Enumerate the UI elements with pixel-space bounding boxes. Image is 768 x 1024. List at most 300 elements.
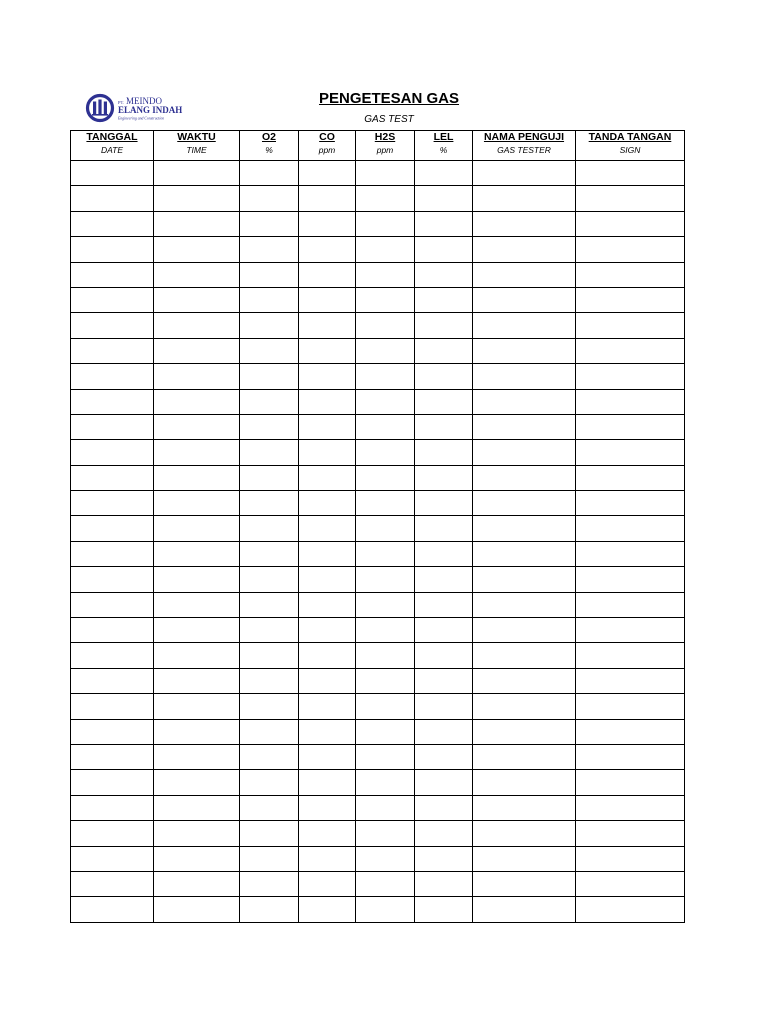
table-cell[interactable] <box>154 237 240 262</box>
table-cell[interactable] <box>473 719 576 744</box>
table-cell[interactable] <box>576 541 685 566</box>
table-cell[interactable] <box>576 516 685 541</box>
table-cell[interactable] <box>240 161 299 186</box>
table-cell[interactable] <box>415 541 473 566</box>
table-cell[interactable] <box>299 414 356 439</box>
table-cell[interactable] <box>71 795 154 820</box>
table-cell[interactable] <box>576 871 685 896</box>
table-cell[interactable] <box>576 211 685 236</box>
table-cell[interactable] <box>299 871 356 896</box>
table-cell[interactable] <box>415 262 473 287</box>
table-cell[interactable] <box>71 414 154 439</box>
table-cell[interactable] <box>473 643 576 668</box>
table-cell[interactable] <box>415 440 473 465</box>
table-cell[interactable] <box>415 694 473 719</box>
table-cell[interactable] <box>240 516 299 541</box>
column-header-sublabel: DATE <box>100 145 124 155</box>
table-row <box>71 871 685 896</box>
table-cell[interactable] <box>415 871 473 896</box>
table-cell[interactable] <box>576 770 685 795</box>
table-cell[interactable] <box>71 871 154 896</box>
table-row <box>71 744 685 769</box>
table-cell[interactable] <box>240 744 299 769</box>
table-cell[interactable] <box>240 541 299 566</box>
gas-test-table <box>70 130 685 923</box>
table-cell[interactable] <box>71 897 154 922</box>
column-header <box>356 131 415 161</box>
table-cell[interactable] <box>415 465 473 490</box>
table-cell[interactable] <box>473 186 576 211</box>
table-cell[interactable] <box>240 364 299 389</box>
table-cell[interactable] <box>71 364 154 389</box>
table-cell[interactable] <box>473 262 576 287</box>
table-cell[interactable] <box>240 719 299 744</box>
table-cell[interactable] <box>356 186 415 211</box>
table-row <box>71 795 685 820</box>
table-cell[interactable] <box>576 338 685 363</box>
table-cell[interactable] <box>415 795 473 820</box>
column-header <box>71 131 154 161</box>
column-header <box>154 131 240 161</box>
table-cell[interactable] <box>71 618 154 643</box>
table-cell[interactable] <box>415 389 473 414</box>
table-cell[interactable] <box>356 668 415 693</box>
table-cell[interactable] <box>415 744 473 769</box>
table-cell[interactable] <box>356 440 415 465</box>
table-cell[interactable] <box>71 821 154 846</box>
table-cell[interactable] <box>240 287 299 312</box>
table-cell[interactable] <box>240 795 299 820</box>
table-cell[interactable] <box>240 668 299 693</box>
table-cell[interactable] <box>71 440 154 465</box>
table-cell[interactable] <box>299 897 356 922</box>
table-row <box>71 643 685 668</box>
table-cell[interactable] <box>299 643 356 668</box>
table-cell[interactable] <box>473 364 576 389</box>
table-cell[interactable] <box>240 592 299 617</box>
form-title: PENGETESAN GAS <box>318 90 460 107</box>
table-row <box>71 491 685 516</box>
table-cell[interactable] <box>154 491 240 516</box>
table-cell[interactable] <box>576 897 685 922</box>
table-cell[interactable] <box>356 516 415 541</box>
table-cell[interactable] <box>71 491 154 516</box>
column-header-label: O2 <box>261 131 276 143</box>
table-cell[interactable] <box>154 262 240 287</box>
column-header-label: LEL <box>433 131 454 143</box>
table-cell[interactable] <box>240 414 299 439</box>
column-header <box>415 131 473 161</box>
table-cell[interactable] <box>240 338 299 363</box>
table-cell[interactable] <box>415 287 473 312</box>
table-cell[interactable] <box>415 668 473 693</box>
table-cell[interactable] <box>154 389 240 414</box>
table-row <box>71 414 685 439</box>
table-cell[interactable] <box>473 287 576 312</box>
table-cell[interactable] <box>154 161 240 186</box>
table-cell[interactable] <box>356 897 415 922</box>
table-cell[interactable] <box>473 694 576 719</box>
table-cell[interactable] <box>415 211 473 236</box>
table-cell[interactable] <box>71 211 154 236</box>
table-cell[interactable] <box>299 541 356 566</box>
table-cell[interactable] <box>576 821 685 846</box>
table-cell[interactable] <box>299 592 356 617</box>
table-cell[interactable] <box>71 846 154 871</box>
table-cell[interactable] <box>473 541 576 566</box>
column-header-sublabel: ppm <box>318 145 336 155</box>
table-row <box>71 516 685 541</box>
table-row <box>71 338 685 363</box>
table-row <box>71 237 685 262</box>
table-cell[interactable] <box>576 262 685 287</box>
table-cell[interactable] <box>154 897 240 922</box>
table-cell[interactable] <box>576 567 685 592</box>
table-cell[interactable] <box>299 389 356 414</box>
svg-text:Engineering and Construction: Engineering and Construction <box>118 116 165 121</box>
table-cell[interactable] <box>71 668 154 693</box>
table-cell[interactable] <box>299 440 356 465</box>
table-cell[interactable] <box>356 846 415 871</box>
table-cell[interactable] <box>71 516 154 541</box>
table-cell[interactable] <box>473 440 576 465</box>
table-cell[interactable] <box>299 186 356 211</box>
table-cell[interactable] <box>240 618 299 643</box>
table-cell[interactable] <box>154 821 240 846</box>
table-cell[interactable] <box>415 364 473 389</box>
table-cell[interactable] <box>356 414 415 439</box>
table-cell[interactable] <box>576 744 685 769</box>
table-cell[interactable] <box>299 516 356 541</box>
table-cell[interactable] <box>415 237 473 262</box>
table-cell[interactable] <box>154 516 240 541</box>
table-row <box>71 719 685 744</box>
table-cell[interactable] <box>473 770 576 795</box>
table-cell[interactable] <box>154 744 240 769</box>
table-cell[interactable] <box>415 186 473 211</box>
table-cell[interactable] <box>415 618 473 643</box>
table-cell[interactable] <box>299 364 356 389</box>
table-cell[interactable] <box>154 287 240 312</box>
table-cell[interactable] <box>299 262 356 287</box>
table-cell[interactable] <box>71 465 154 490</box>
table-cell[interactable] <box>576 287 685 312</box>
table-cell[interactable] <box>473 491 576 516</box>
table-row <box>71 161 685 186</box>
table-cell[interactable] <box>299 618 356 643</box>
table-row <box>71 186 685 211</box>
table-cell[interactable] <box>299 465 356 490</box>
table-cell[interactable] <box>71 719 154 744</box>
table-cell[interactable] <box>71 186 154 211</box>
table-cell[interactable] <box>240 821 299 846</box>
table-row <box>71 567 685 592</box>
svg-text:MEINDO: MEINDO <box>126 96 162 106</box>
table-cell[interactable] <box>71 161 154 186</box>
table-cell[interactable] <box>240 465 299 490</box>
table-cell[interactable] <box>473 338 576 363</box>
table-cell[interactable] <box>356 211 415 236</box>
table-cell[interactable] <box>356 161 415 186</box>
table-cell[interactable] <box>576 643 685 668</box>
table-row <box>71 897 685 922</box>
table-row <box>71 668 685 693</box>
column-header-label: TANDA TANGAN <box>588 131 672 143</box>
table-cell[interactable] <box>299 846 356 871</box>
table-cell[interactable] <box>473 516 576 541</box>
table-cell[interactable] <box>415 643 473 668</box>
table-row <box>71 211 685 236</box>
column-header <box>240 131 299 161</box>
table-cell[interactable] <box>473 846 576 871</box>
table-cell[interactable] <box>154 694 240 719</box>
table-cell[interactable] <box>473 567 576 592</box>
table-cell[interactable] <box>154 643 240 668</box>
table-cell[interactable] <box>356 465 415 490</box>
table-cell[interactable] <box>71 592 154 617</box>
table-cell[interactable] <box>415 313 473 338</box>
table-cell[interactable] <box>356 744 415 769</box>
table-cell[interactable] <box>154 618 240 643</box>
table-cell[interactable] <box>154 313 240 338</box>
table-cell[interactable] <box>356 364 415 389</box>
table-cell[interactable] <box>71 744 154 769</box>
table-cell[interactable] <box>154 871 240 896</box>
column-header-label: NAMA PENGUJI <box>483 131 565 143</box>
table-cell[interactable] <box>473 237 576 262</box>
table-cell[interactable] <box>71 567 154 592</box>
table-cell[interactable] <box>240 211 299 236</box>
table-cell[interactable] <box>154 186 240 211</box>
table-row <box>71 694 685 719</box>
table-cell[interactable] <box>71 262 154 287</box>
table-cell[interactable] <box>576 592 685 617</box>
table-row <box>71 541 685 566</box>
column-header-label: WAKTU <box>177 131 216 143</box>
column-header-sublabel: % <box>265 145 273 155</box>
column-header-sublabel: TIME <box>186 145 207 155</box>
table-cell[interactable] <box>240 871 299 896</box>
table-row <box>71 618 685 643</box>
table-cell[interactable] <box>299 694 356 719</box>
table-cell[interactable] <box>576 618 685 643</box>
table-cell[interactable] <box>473 618 576 643</box>
table-cell[interactable] <box>154 567 240 592</box>
table-cell[interactable] <box>154 592 240 617</box>
table-cell[interactable] <box>415 516 473 541</box>
table-cell[interactable] <box>154 414 240 439</box>
svg-text:PT.: PT. <box>118 100 125 105</box>
table-cell[interactable] <box>154 668 240 693</box>
table-cell[interactable] <box>415 567 473 592</box>
table-cell[interactable] <box>71 287 154 312</box>
table-cell[interactable] <box>356 592 415 617</box>
column-header-label: TANGGAL <box>86 131 138 143</box>
table-cell[interactable] <box>415 719 473 744</box>
column-header <box>473 131 576 161</box>
table-cell[interactable] <box>299 795 356 820</box>
table-cell[interactable] <box>576 313 685 338</box>
table-cell[interactable] <box>299 287 356 312</box>
table-cell[interactable] <box>299 237 356 262</box>
table-cell[interactable] <box>415 846 473 871</box>
table-cell[interactable] <box>576 719 685 744</box>
table-row <box>71 465 685 490</box>
table-cell[interactable] <box>356 287 415 312</box>
table-cell[interactable] <box>473 465 576 490</box>
column-header-label: CO <box>319 131 335 143</box>
table-cell[interactable] <box>415 821 473 846</box>
table-cell[interactable] <box>356 618 415 643</box>
table-cell[interactable] <box>473 871 576 896</box>
table-cell[interactable] <box>299 491 356 516</box>
table-cell[interactable] <box>576 491 685 516</box>
table-cell[interactable] <box>71 643 154 668</box>
table-header-row <box>71 131 685 161</box>
table-cell[interactable] <box>576 237 685 262</box>
table-cell[interactable] <box>154 338 240 363</box>
table-row <box>71 821 685 846</box>
table-cell[interactable] <box>473 744 576 769</box>
table-cell[interactable] <box>154 541 240 566</box>
table-cell[interactable] <box>576 846 685 871</box>
table-cell[interactable] <box>473 795 576 820</box>
table-cell[interactable] <box>356 389 415 414</box>
table-cell[interactable] <box>71 541 154 566</box>
table-cell[interactable] <box>473 389 576 414</box>
table-cell[interactable] <box>299 744 356 769</box>
table-cell[interactable] <box>356 719 415 744</box>
table-cell[interactable] <box>240 389 299 414</box>
form-subtitle: GAS TEST <box>364 114 414 125</box>
table-cell[interactable] <box>356 491 415 516</box>
table-cell[interactable] <box>473 897 576 922</box>
table-cell[interactable] <box>299 668 356 693</box>
table-cell[interactable] <box>71 770 154 795</box>
table-cell[interactable] <box>154 846 240 871</box>
table-row <box>71 592 685 617</box>
table-cell[interactable] <box>576 668 685 693</box>
table-row <box>71 313 685 338</box>
svg-text:ELANG INDAH: ELANG INDAH <box>118 105 183 115</box>
table-cell[interactable] <box>356 541 415 566</box>
table-cell[interactable] <box>473 821 576 846</box>
table-cell[interactable] <box>415 491 473 516</box>
table-cell[interactable] <box>356 770 415 795</box>
table-cell[interactable] <box>154 795 240 820</box>
table-cell[interactable] <box>240 567 299 592</box>
column-header-sublabel: GAS TESTER <box>497 145 551 155</box>
table-cell[interactable] <box>154 465 240 490</box>
table-cell[interactable] <box>473 668 576 693</box>
table-cell[interactable] <box>415 338 473 363</box>
table-row <box>71 364 685 389</box>
table-cell[interactable] <box>154 364 240 389</box>
table-cell[interactable] <box>415 770 473 795</box>
table-cell[interactable] <box>576 795 685 820</box>
table-cell[interactable] <box>576 186 685 211</box>
table-cell[interactable] <box>71 338 154 363</box>
table-cell[interactable] <box>576 414 685 439</box>
table-cell[interactable] <box>576 440 685 465</box>
table-cell[interactable] <box>473 414 576 439</box>
column-header-label: H2S <box>374 131 396 143</box>
table-cell[interactable] <box>154 211 240 236</box>
table-cell[interactable] <box>415 592 473 617</box>
table-cell[interactable] <box>356 313 415 338</box>
table-cell[interactable] <box>154 440 240 465</box>
table-cell[interactable] <box>415 161 473 186</box>
table-cell[interactable] <box>299 719 356 744</box>
table-cell[interactable] <box>356 821 415 846</box>
table-cell[interactable] <box>299 211 356 236</box>
table-cell[interactable] <box>473 592 576 617</box>
table-cell[interactable] <box>71 694 154 719</box>
table-cell[interactable] <box>240 694 299 719</box>
table-cell[interactable] <box>473 313 576 338</box>
table-cell[interactable] <box>356 795 415 820</box>
table-cell[interactable] <box>356 871 415 896</box>
table-cell[interactable] <box>154 719 240 744</box>
table-cell[interactable] <box>415 414 473 439</box>
table-cell[interactable] <box>299 567 356 592</box>
table-cell[interactable] <box>240 491 299 516</box>
table-cell[interactable] <box>299 821 356 846</box>
table-cell[interactable] <box>576 465 685 490</box>
table-cell[interactable] <box>240 262 299 287</box>
table-cell[interactable] <box>240 186 299 211</box>
table-cell[interactable] <box>415 897 473 922</box>
table-cell[interactable] <box>576 389 685 414</box>
table-cell[interactable] <box>576 364 685 389</box>
table-cell[interactable] <box>299 770 356 795</box>
table-row <box>71 389 685 414</box>
table-cell[interactable] <box>356 237 415 262</box>
table-cell[interactable] <box>299 161 356 186</box>
table-cell[interactable] <box>576 694 685 719</box>
table-cell[interactable] <box>240 440 299 465</box>
table-cell[interactable] <box>356 262 415 287</box>
table-cell[interactable] <box>356 338 415 363</box>
table-cell[interactable] <box>154 770 240 795</box>
table-cell[interactable] <box>576 161 685 186</box>
table-cell[interactable] <box>240 237 299 262</box>
table-cell[interactable] <box>240 770 299 795</box>
column-header <box>299 131 356 161</box>
table-cell[interactable] <box>71 389 154 414</box>
table-cell[interactable] <box>240 643 299 668</box>
table-cell[interactable] <box>71 237 154 262</box>
column-header-sublabel: % <box>439 145 448 155</box>
table-row <box>71 440 685 465</box>
table-cell[interactable] <box>299 313 356 338</box>
table-cell[interactable] <box>473 161 576 186</box>
table-cell[interactable] <box>240 897 299 922</box>
table-cell[interactable] <box>356 643 415 668</box>
table-row <box>71 846 685 871</box>
table-row <box>71 287 685 312</box>
table-row <box>71 262 685 287</box>
table-cell[interactable] <box>240 313 299 338</box>
column-header <box>576 131 685 161</box>
table-cell[interactable] <box>299 338 356 363</box>
table-cell[interactable] <box>240 846 299 871</box>
table-cell[interactable] <box>473 211 576 236</box>
table-cell[interactable] <box>356 694 415 719</box>
table-cell[interactable] <box>71 313 154 338</box>
table-row <box>71 770 685 795</box>
table-cell[interactable] <box>356 567 415 592</box>
